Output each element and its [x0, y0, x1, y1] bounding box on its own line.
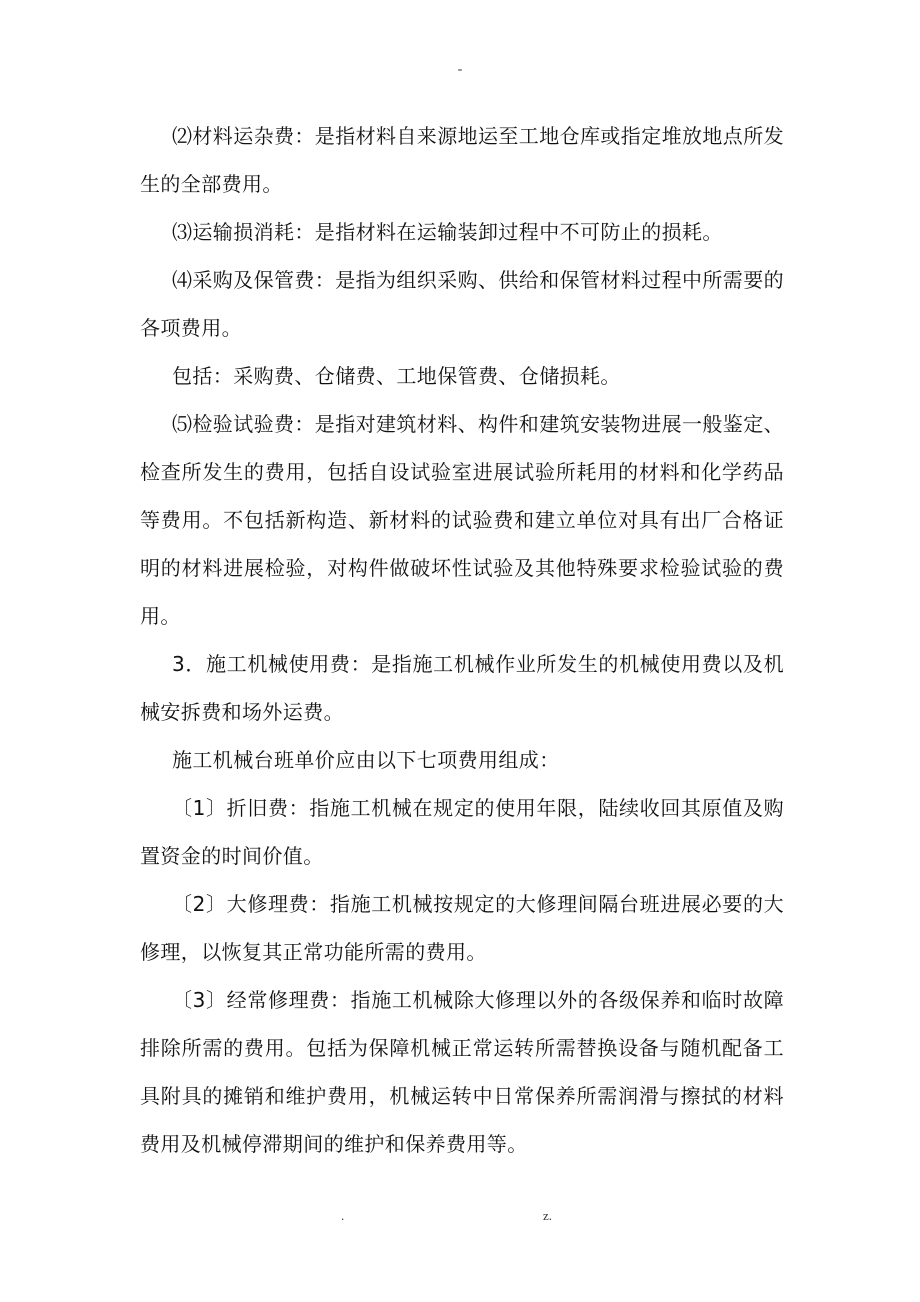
- paragraph-regular-repair: 〔3〕经常修理费：指施工机械除大修理以外的各级保养和临时故障排除所需的费用。包括为保障机械正常运转所需替换设备与随机配备工具附具的摊销和维护费用，机械运转中日常保养所需润滑与擦拭的材料费用及机械停滞期间的维护和保养费用等。: [140, 988, 784, 1156]
- footer-right-mark: z.: [543, 1208, 553, 1223]
- footer-left-mark: .: [341, 1208, 345, 1223]
- header-mark: -: [457, 62, 463, 77]
- paragraph-machinery-usage-fee: 3．施工机械使用费：是指施工机械作业所发生的机械使用费以及机械安拆费和场外运费。: [140, 652, 784, 724]
- paragraph-material-transport-fee: ⑵材料运杂费：是指材料自来源地运至工地仓库或指定堆放地点所发生的全部费用。: [140, 124, 784, 196]
- paragraph-procurement-includes: 包括：采购费、仓储费、工地保管费、仓储损耗。: [172, 364, 621, 388]
- paragraph-shift-unit-price: 施工机械台班单价应由以下七项费用组成：: [172, 748, 560, 772]
- paragraph-procurement-storage-fee: ⑷采购及保管费：是指为组织采购、供给和保管材料过程中所需要的各项费用。: [140, 268, 784, 340]
- paragraph-transport-loss: ⑶运输损消耗：是指材料在运输装卸过程中不可防止的损耗。: [172, 220, 723, 244]
- paragraph-depreciation: 〔1〕折旧费：指施工机械在规定的使用年限，陆续收回其原值及购置资金的时间价值。: [140, 796, 784, 868]
- document-body: [140, 112, 784, 1168]
- paragraph-inspection-test-fee: ⑸检验试验费：是指对建筑材料、构件和建筑安装物进展一般鉴定、检查所发生的费用，包括自设试验室进展试验所耗用的材料和化学药品等费用。不包括新构造、新材料的试验费和建立单位对具有出厂合格证明的材料进展检验，对构件做破坏性试验及其他特殊要求检验试验的费用。: [140, 412, 784, 628]
- paragraph-overhaul: 〔2〕大修理费：指施工机械按规定的大修理间隔台班进展必要的大修理，以恢复其正常功能所需的费用。: [140, 892, 784, 964]
